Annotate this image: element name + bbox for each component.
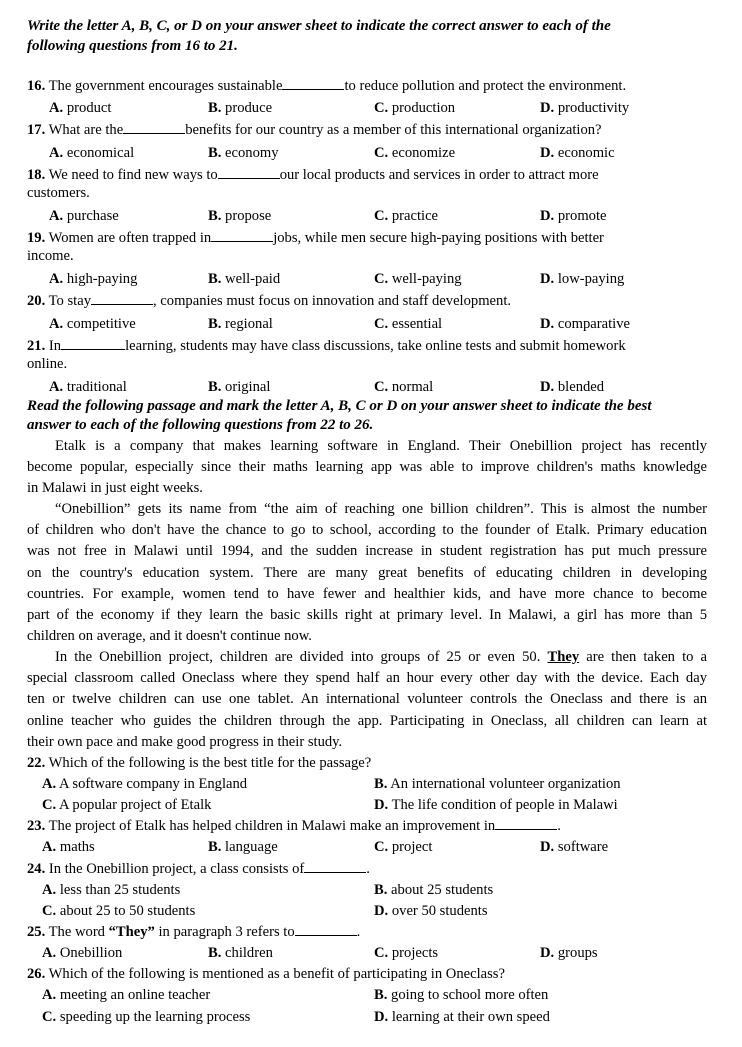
option-d[interactable]: D. comparative: [540, 316, 630, 332]
option-d[interactable]: D. software: [540, 839, 609, 855]
passage-paragraph-2: “Onebillion” gets its name from “the aim of reaching one billion children”. This is almost the number of children who don't have the chance to go to school, according to the founder of Etalk. Primary education was not free in Malawi until 1994, and the sudden increase in student registration has put much pressure on the country's education system. There are many great benefits of educating children in developing countries. For example, women tend to have fewer and healthier kids, and have more chance to become part of the economy if they learn the basic skills right at primary level. In Malawi, a girl has more than 5 children on average, and it doesn't continue now.: [27, 501, 707, 645]
instruction-line: Read the following passage and mark the letter A, B, C or D on your answer sheet to indicate the best: [27, 398, 652, 414]
option-d[interactable]: D. promote: [540, 208, 607, 224]
question-19: 19. Women are often trapped in jobs, while men secure high-paying positions with better: [27, 230, 604, 246]
option-b[interactable]: B. well-paid: [208, 271, 281, 287]
option-d[interactable]: D. blended: [540, 379, 605, 395]
question-24: 24. In the Onebillion project, a class consists of .: [27, 861, 370, 877]
option-c[interactable]: C. practice: [374, 208, 439, 224]
question-25: 25. The word “They” in paragraph 3 refers to .: [27, 924, 361, 940]
option-d[interactable]: D. groups: [540, 945, 598, 961]
option-a[interactable]: A. economical: [49, 145, 135, 161]
option-b[interactable]: B. propose: [208, 208, 272, 224]
option-b[interactable]: B. children: [208, 945, 273, 961]
option-b[interactable]: B. about 25 students: [374, 882, 494, 898]
option-a[interactable]: A. maths: [42, 839, 95, 855]
question-22: 22. Which of the following is the best title for the passage?: [27, 755, 372, 771]
option-c[interactable]: C. normal: [374, 379, 434, 395]
option-d[interactable]: D. learning at their own speed: [374, 1009, 550, 1025]
option-b[interactable]: B. original: [208, 379, 271, 395]
option-a[interactable]: A. less than 25 students: [42, 882, 181, 898]
question-16: 16. The government encourages sustainable to reduce pollution and protect the environment.: [27, 78, 627, 94]
instruction-line: answer to each of the following questions from 22 to 26.: [27, 417, 374, 433]
option-b[interactable]: B. An international volunteer organization: [374, 776, 621, 792]
option-b[interactable]: B. going to school more often: [374, 987, 549, 1003]
option-c[interactable]: C. project: [374, 839, 433, 855]
option-c[interactable]: C. essential: [374, 316, 443, 332]
option-a[interactable]: A. Onebillion: [42, 945, 123, 961]
option-c[interactable]: C. about 25 to 50 students: [42, 903, 196, 919]
question-17: 17. What are the benefits for our country as a member of this international organization?: [27, 122, 602, 138]
question-20: 20. To stay , companies must focus on innovation and staff development.: [27, 293, 512, 309]
option-a[interactable]: A. competitive: [49, 316, 136, 332]
option-a[interactable]: A. traditional: [49, 379, 127, 395]
question-21: 21. In learning, students may have class discussions, take online tests and submit homework: [27, 338, 626, 354]
question-26: 26. Which of the following is mentioned as a benefit of participating in Oneclass?: [27, 966, 505, 982]
option-d[interactable]: D. The life condition of people in Malawi: [374, 797, 618, 813]
option-a[interactable]: A. A software company in England: [42, 776, 248, 792]
option-b[interactable]: B. language: [208, 839, 278, 855]
option-a[interactable]: A. high-paying: [49, 271, 138, 287]
option-c[interactable]: C. projects: [374, 945, 439, 961]
option-c[interactable]: C. economize: [374, 145, 456, 161]
option-c[interactable]: C. A popular project of Etalk: [42, 797, 212, 813]
option-d[interactable]: D. low-paying: [540, 271, 625, 287]
option-b[interactable]: B. regional: [208, 316, 273, 332]
passage-paragraph-3: In the Onebillion project, children are divided into groups of 25 or even 50. They are then taken to a special classroom called Oneclass where they spend half an hour every other day with the device. Each day ten or twelve children can use one tablet. An international volunteer controls the Oneclass and there is an online teacher who guides the children through the app. Participating in Oneclass, all children can learn at their own pace and make good progress in their study.: [27, 649, 707, 750]
option-a[interactable]: A. purchase: [49, 208, 119, 224]
option-c[interactable]: C. well-paying: [374, 271, 462, 287]
passage-paragraph-1: Etalk is a company that makes learning software in England. Their Onebillion project has recently become popular, especially since their maths learning app was able to improve children's maths knowledge in Malawi in just eight weeks.: [27, 438, 707, 497]
option-c[interactable]: C. speeding up the learning process: [42, 1009, 251, 1025]
option-d[interactable]: D. over 50 students: [374, 903, 488, 919]
option-a[interactable]: A. meeting an online teacher: [42, 987, 211, 1003]
question-18: 18. We need to find new ways to our local products and services in order to attract more: [27, 167, 599, 183]
referent-word: They: [547, 649, 580, 665]
option-d[interactable]: D. productivity: [540, 100, 630, 116]
question-19-continuation: income.: [27, 248, 74, 264]
option-d[interactable]: D. economic: [540, 145, 615, 161]
instruction-line: Write the letter A, B, C, or D on your answer sheet to indicate the correct answer to each of the: [27, 18, 611, 34]
question-21-continuation: online.: [27, 356, 68, 372]
option-c[interactable]: C. production: [374, 100, 456, 116]
option-b[interactable]: B. produce: [208, 100, 273, 116]
question-18-continuation: customers.: [27, 185, 90, 201]
question-23: 23. The project of Etalk has helped children in Malawi make an improvement in .: [27, 818, 561, 834]
option-b[interactable]: B. economy: [208, 145, 279, 161]
instruction-line: following questions from 16 to 21.: [27, 38, 238, 54]
option-a[interactable]: A. product: [49, 100, 112, 116]
